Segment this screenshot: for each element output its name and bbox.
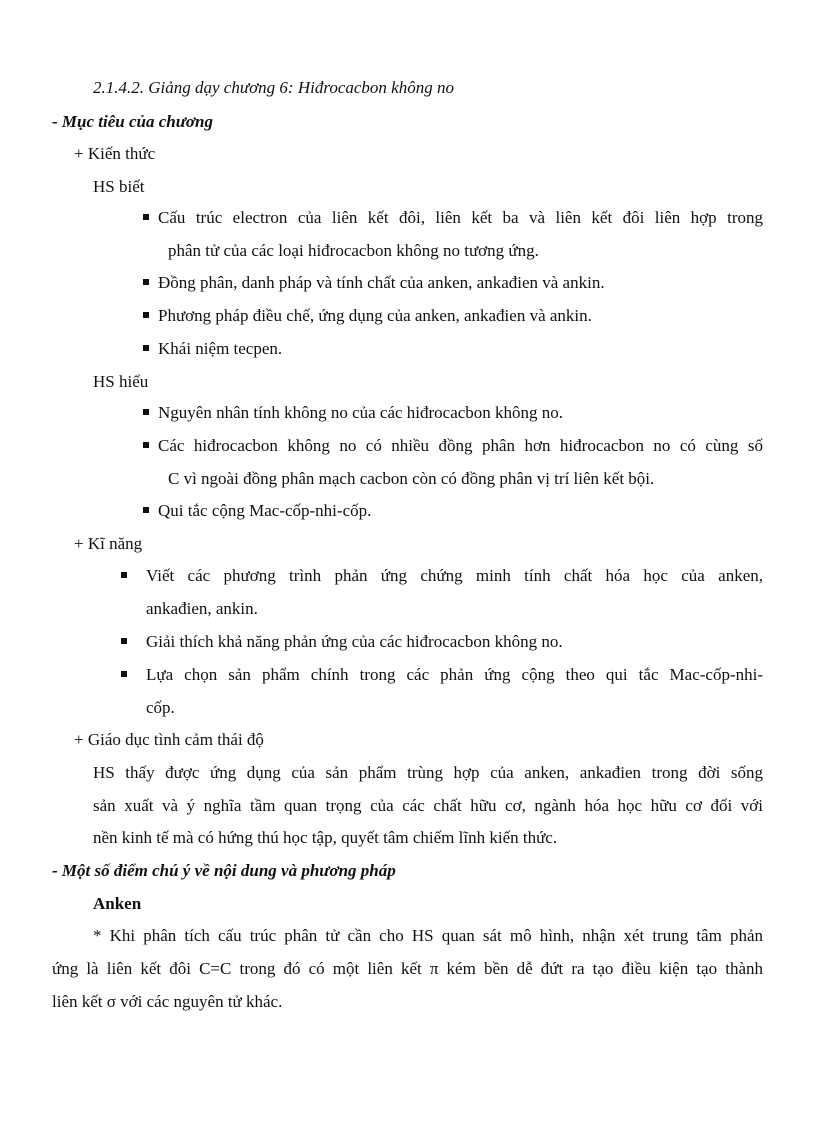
- bullet-icon: [143, 312, 149, 318]
- know-label: HS biết: [93, 177, 145, 196]
- notes-heading: - Một số điểm chú ý về nội dung và phương pháp: [52, 861, 396, 880]
- bullet-icon: [143, 214, 149, 220]
- bullet-icon: [121, 572, 127, 578]
- notes-subheading: Anken: [93, 894, 142, 913]
- list-item-continuation: phân tử của các loại hiđrocacbon không no tương ứng.: [168, 241, 539, 260]
- list-item: Lựa chọn sản phẩm chính trong các phản ứng cộng theo qui tắc Mac-cốp-nhi-: [146, 665, 763, 684]
- list-item: Các hiđrocacbon không no có nhiều đồng phân hơn hiđrocacbon no có cùng số: [158, 436, 763, 455]
- notes-paragraph: liên kết σ với các nguyên tử khác.: [52, 992, 283, 1011]
- list-item: Viết các phương trình phản ứng chứng minh tính chất hóa học của anken,: [146, 566, 763, 585]
- bullet-icon: [121, 638, 127, 644]
- list-item: Qui tắc cộng Mac-cốp-nhi-cốp.: [158, 501, 372, 520]
- attitude-text: sản xuất và ý nghĩa tầm quan trọng của các chất hữu cơ, ngành hóa học hữu cơ đối với: [93, 796, 763, 815]
- list-item: Phương pháp điều chế, ứng dụng của anken, ankađien và ankin.: [158, 306, 592, 325]
- bullet-icon: [143, 345, 149, 351]
- attitude-text: HS thấy được ứng dụng của sản phẩm trùng hợp của anken, ankađien trong đời sống: [93, 763, 763, 782]
- list-item: Nguyên nhân tính không no của các hiđrocacbon không no.: [158, 403, 564, 422]
- bullet-icon: [143, 507, 149, 513]
- list-item: Cấu trúc electron của liên kết đôi, liên kết ba và liên kết đôi liên hợp trong: [158, 208, 763, 227]
- list-item: Giải thích khả năng phản ứng của các hiđrocacbon không no.: [146, 632, 563, 651]
- list-item-continuation: ankađien, ankin.: [146, 599, 258, 618]
- notes-paragraph: ứng là liên kết đôi C=C trong đó có một liên kết π kém bền dễ đứt ra tạo điều kiện tạo thành: [52, 959, 763, 978]
- section-title: 2.1.4.2. Giảng dạy chương 6: Hiđrocacbon không no: [93, 78, 454, 97]
- list-item: Khái niệm tecpen.: [158, 339, 283, 358]
- bullet-icon: [121, 671, 127, 677]
- notes-paragraph: * Khi phân tích cấu trúc phân tử cần cho HS quan sát mô hình, nhận xét trung tâm phản: [93, 926, 763, 945]
- list-item: Đồng phân, danh pháp và tính chất của anken, ankađien và ankin.: [158, 273, 605, 292]
- attitude-text: nền kinh tế mà có hứng thú học tập, quyết tâm chiếm lĩnh kiến thức.: [93, 828, 558, 847]
- list-item-continuation: cốp.: [146, 698, 175, 717]
- list-item-continuation: C vì ngoài đồng phân mạch cacbon còn có đồng phân vị trí liên kết bội.: [168, 469, 655, 488]
- understand-label: HS hiểu: [93, 372, 149, 391]
- objectives-heading: - Mục tiêu của chương: [52, 112, 213, 131]
- knowledge-label: + Kiến thức: [74, 144, 156, 163]
- bullet-icon: [143, 279, 149, 285]
- bullet-icon: [143, 442, 149, 448]
- attitude-label: + Giáo dục tình cảm thái độ: [74, 730, 264, 749]
- skills-label: + Kĩ năng: [74, 534, 143, 553]
- bullet-icon: [143, 409, 149, 415]
